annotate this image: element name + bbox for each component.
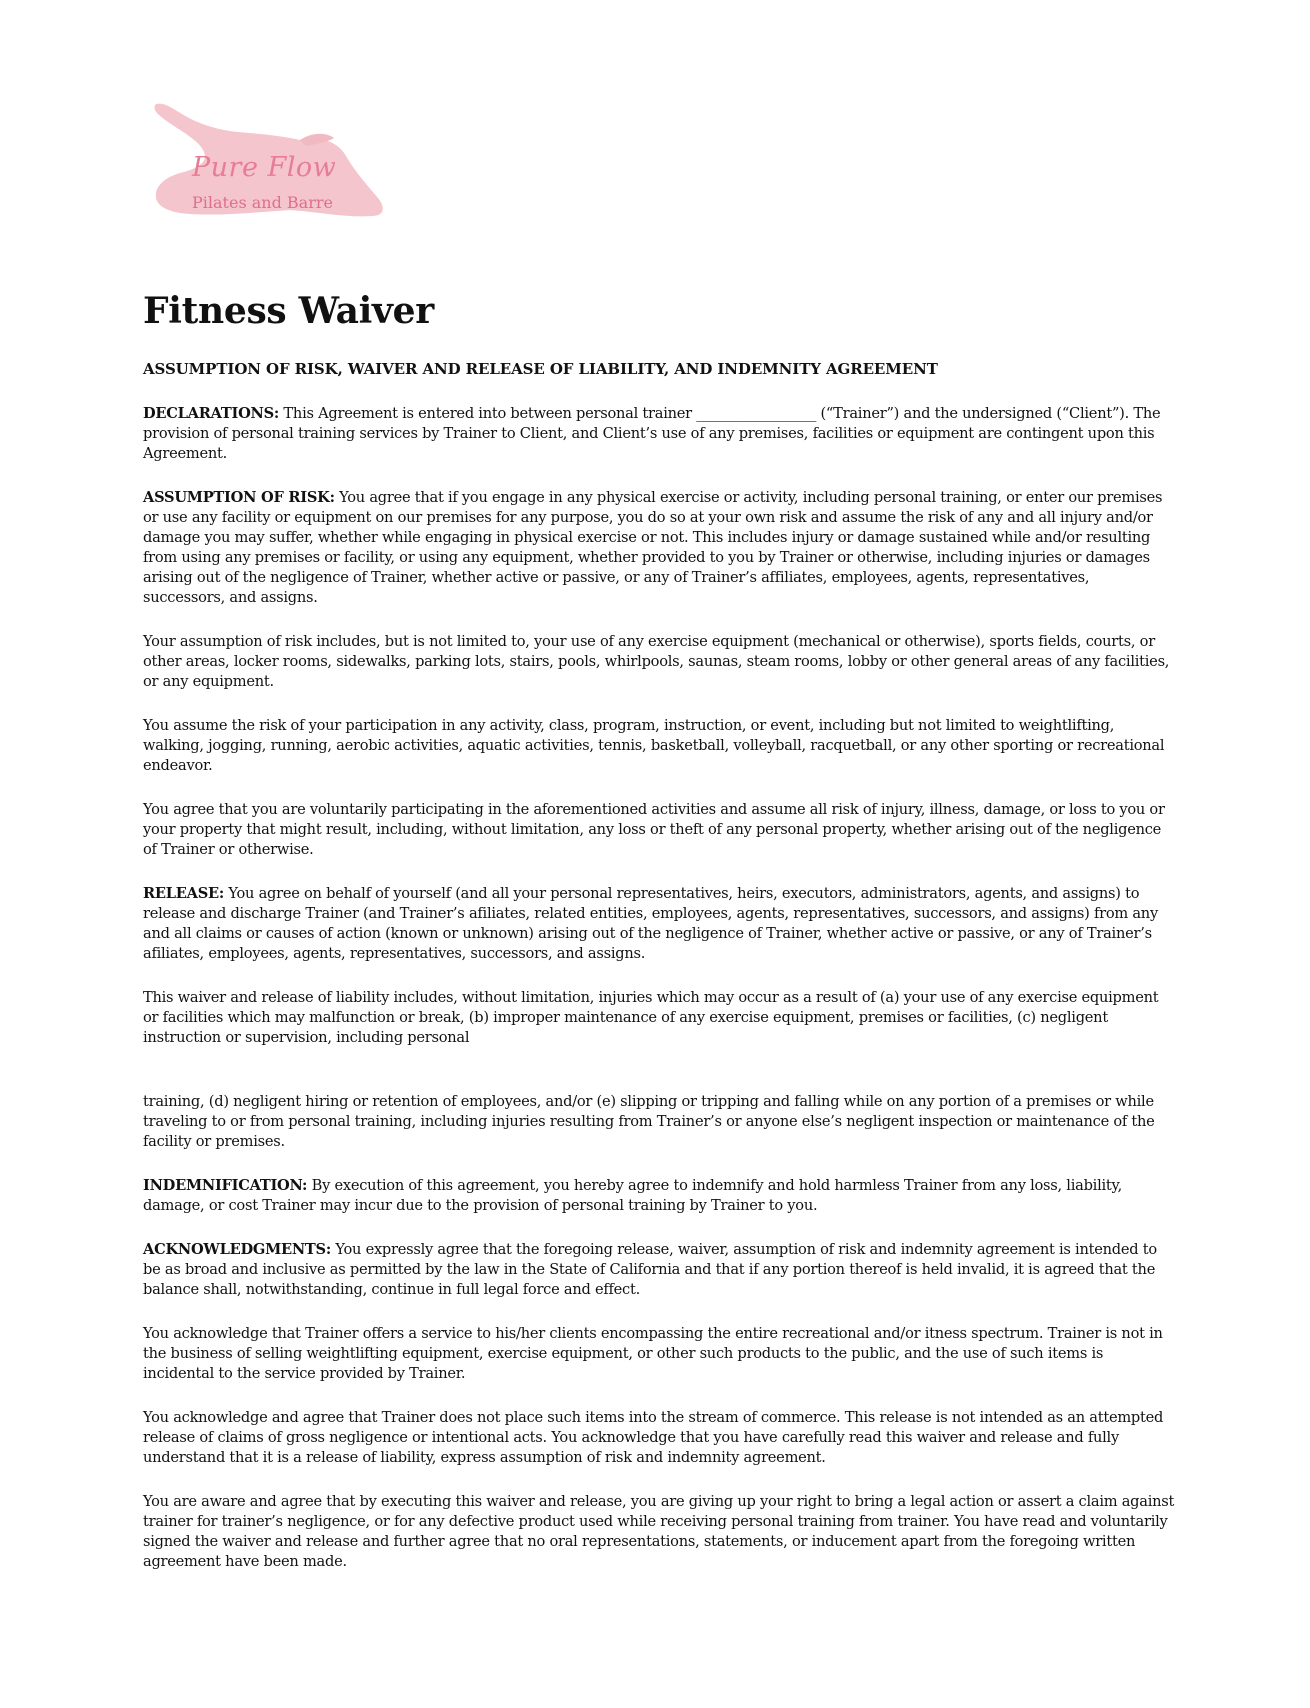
waiver-body	[143, 404, 1175, 1596]
logo-name: Pure Flow	[192, 152, 337, 183]
section-heading: RELEASE:	[143, 885, 225, 902]
section-heading: INDEMNIFICATION:	[143, 1177, 308, 1194]
paragraph: You acknowledge that Trainer offers a service to his/her clients encompassing the entire recreational and/or itness spectrum. Trainer is not in the business of selling weightlifting equipment, exercise equipment, or other such products to the public, and the use of such items is incidental to the service provided by Trainer.	[143, 1325, 1163, 1382]
paragraph: training, (d) negligent hiring or retention of employees, and/or (e) slipping or tripping and falling while on any portion of a premises or while traveling to or from personal training, including injuries resulting from Trainer’s or anyone else’s negligent inspection or maintenance of the facility or premises.	[143, 1093, 1155, 1150]
paragraph: You agree that you are voluntarily participating in the aforementioned activities and assume all risk of injury, illness, damage, or loss to you or your property that might result, including, without limitation, any loss or theft of any personal property, whether arising out of the negligence of Trainer or otherwise.	[143, 801, 1165, 858]
studio-logo	[150, 102, 390, 227]
paragraph: This waiver and release of liability includes, without limitation, injuries which may occur as a result of (a) your use of any exercise equipment or facilities which may malfunction or break, (b) improper maintenance of any exercise equipment, premises or facilities, (c) negligent instruction or supervision, including personal	[143, 989, 1159, 1046]
release-paragraph: RELEASE: You agree on behalf of yourself (and all your personal representatives, heirs, executors, administrators, agents, and assigns) to release and discharge Trainer (and Trainer’s afiliates, related entities, employees, agents, representatives, successors, and assigns) from any and all claims or causes of action (known or unknown) arising out of the negligence of Trainer, whether active or passive, or any of Trainer’s afiliates, employees, agents, representatives, successors, and assigns.	[143, 885, 1158, 962]
paragraph: You assume the risk of your participation in any activity, class, program, instruction, or event, including but not limited to weightlifting, walking, jogging, running, aerobic activities, aquatic activities, tennis, basketball, volleyball, racquetball, or any other sporting or recreational endeavor.	[143, 717, 1165, 774]
indemnification-paragraph: INDEMNIFICATION: By execution of this agreement, you hereby agree to indemnify and hold harmless Trainer from any loss, liability, damage, or cost Trainer may incur due to the provision of personal training by Trainer to you.	[143, 1177, 1122, 1214]
logo-tagline: Pilates and Barre	[192, 193, 333, 212]
assumption-paragraph: ASSUMPTION OF RISK: You agree that if you engage in any physical exercise or activity, including personal training, or enter our premises or use any facility or equipment on our premises for any purpose, you do so at your own risk and assume the risk of any and all injury and/or damage you may suffer, whether while engaging in physical exercise or not. This includes injury or damage sustained while and/or resulting from using any premises or facility, or using any equipment, whether provided to you by Trainer or otherwise, including injuries or damages arising out of the negligence of Trainer, whether active or passive, or any of Trainer’s affiliates, employees, agents, representatives, successors, and assigns.	[143, 489, 1163, 606]
section-heading: DECLARATIONS:	[143, 405, 280, 422]
document-subtitle: ASSUMPTION OF RISK, WAIVER AND RELEASE OF LIABILITY, AND INDEMNITY AGREEMENT	[143, 360, 938, 378]
paragraph: You are aware and agree that by executing this waiver and release, you are giving up your right to bring a legal action or assert a claim against trainer for trainer’s negligence, or for any defective product used while receiving personal training from trainer. You have read and voluntarily signed the waiver and release and further agree that no oral representations, statements, or inducement apart from the foregoing written agreement have been made.	[143, 1493, 1175, 1570]
document-title: Fitness Waiver	[143, 290, 434, 332]
section-heading: ACKNOWLEDGMENTS:	[143, 1241, 331, 1258]
acknowledgments-paragraph: ACKNOWLEDGMENTS: You expressly agree that the foregoing release, waiver, assumption of risk and indemnity agreement is intended to be as broad and inclusive as permitted by the law in the State of California and that if any portion thereof is held invalid, it is agreed that the balance shall, notwithstanding, continue in full legal force and effect.	[143, 1241, 1157, 1298]
section-heading: ASSUMPTION OF RISK:	[143, 489, 335, 506]
paragraph: Your assumption of risk includes, but is not limited to, your use of any exercise equipment (mechanical or otherwise), sports fields, courts, or other areas, locker rooms, sidewalks, parking lots, stairs, pools, whirlpools, saunas, steam rooms, lobby or other general areas of any facilities, or any equipment.	[143, 633, 1170, 690]
declarations-paragraph: DECLARATIONS: This Agreement is entered into between personal trainer _________________ (“Trainer”) and the undersigned (“Client”). The provision of personal training services by Trainer to Client, and Client’s use of any premises, facilities or equipment are contingent upon this Agreement.	[143, 405, 1161, 462]
paragraph: You acknowledge and agree that Trainer does not place such items into the stream of commerce. This release is not intended as an attempted release of claims of gross negligence or intentional acts. You acknowledge that you have carefully read this waiver and release and fully understand that it is a release of liability, express assumption of risk and indemnity agreement.	[143, 1409, 1164, 1466]
